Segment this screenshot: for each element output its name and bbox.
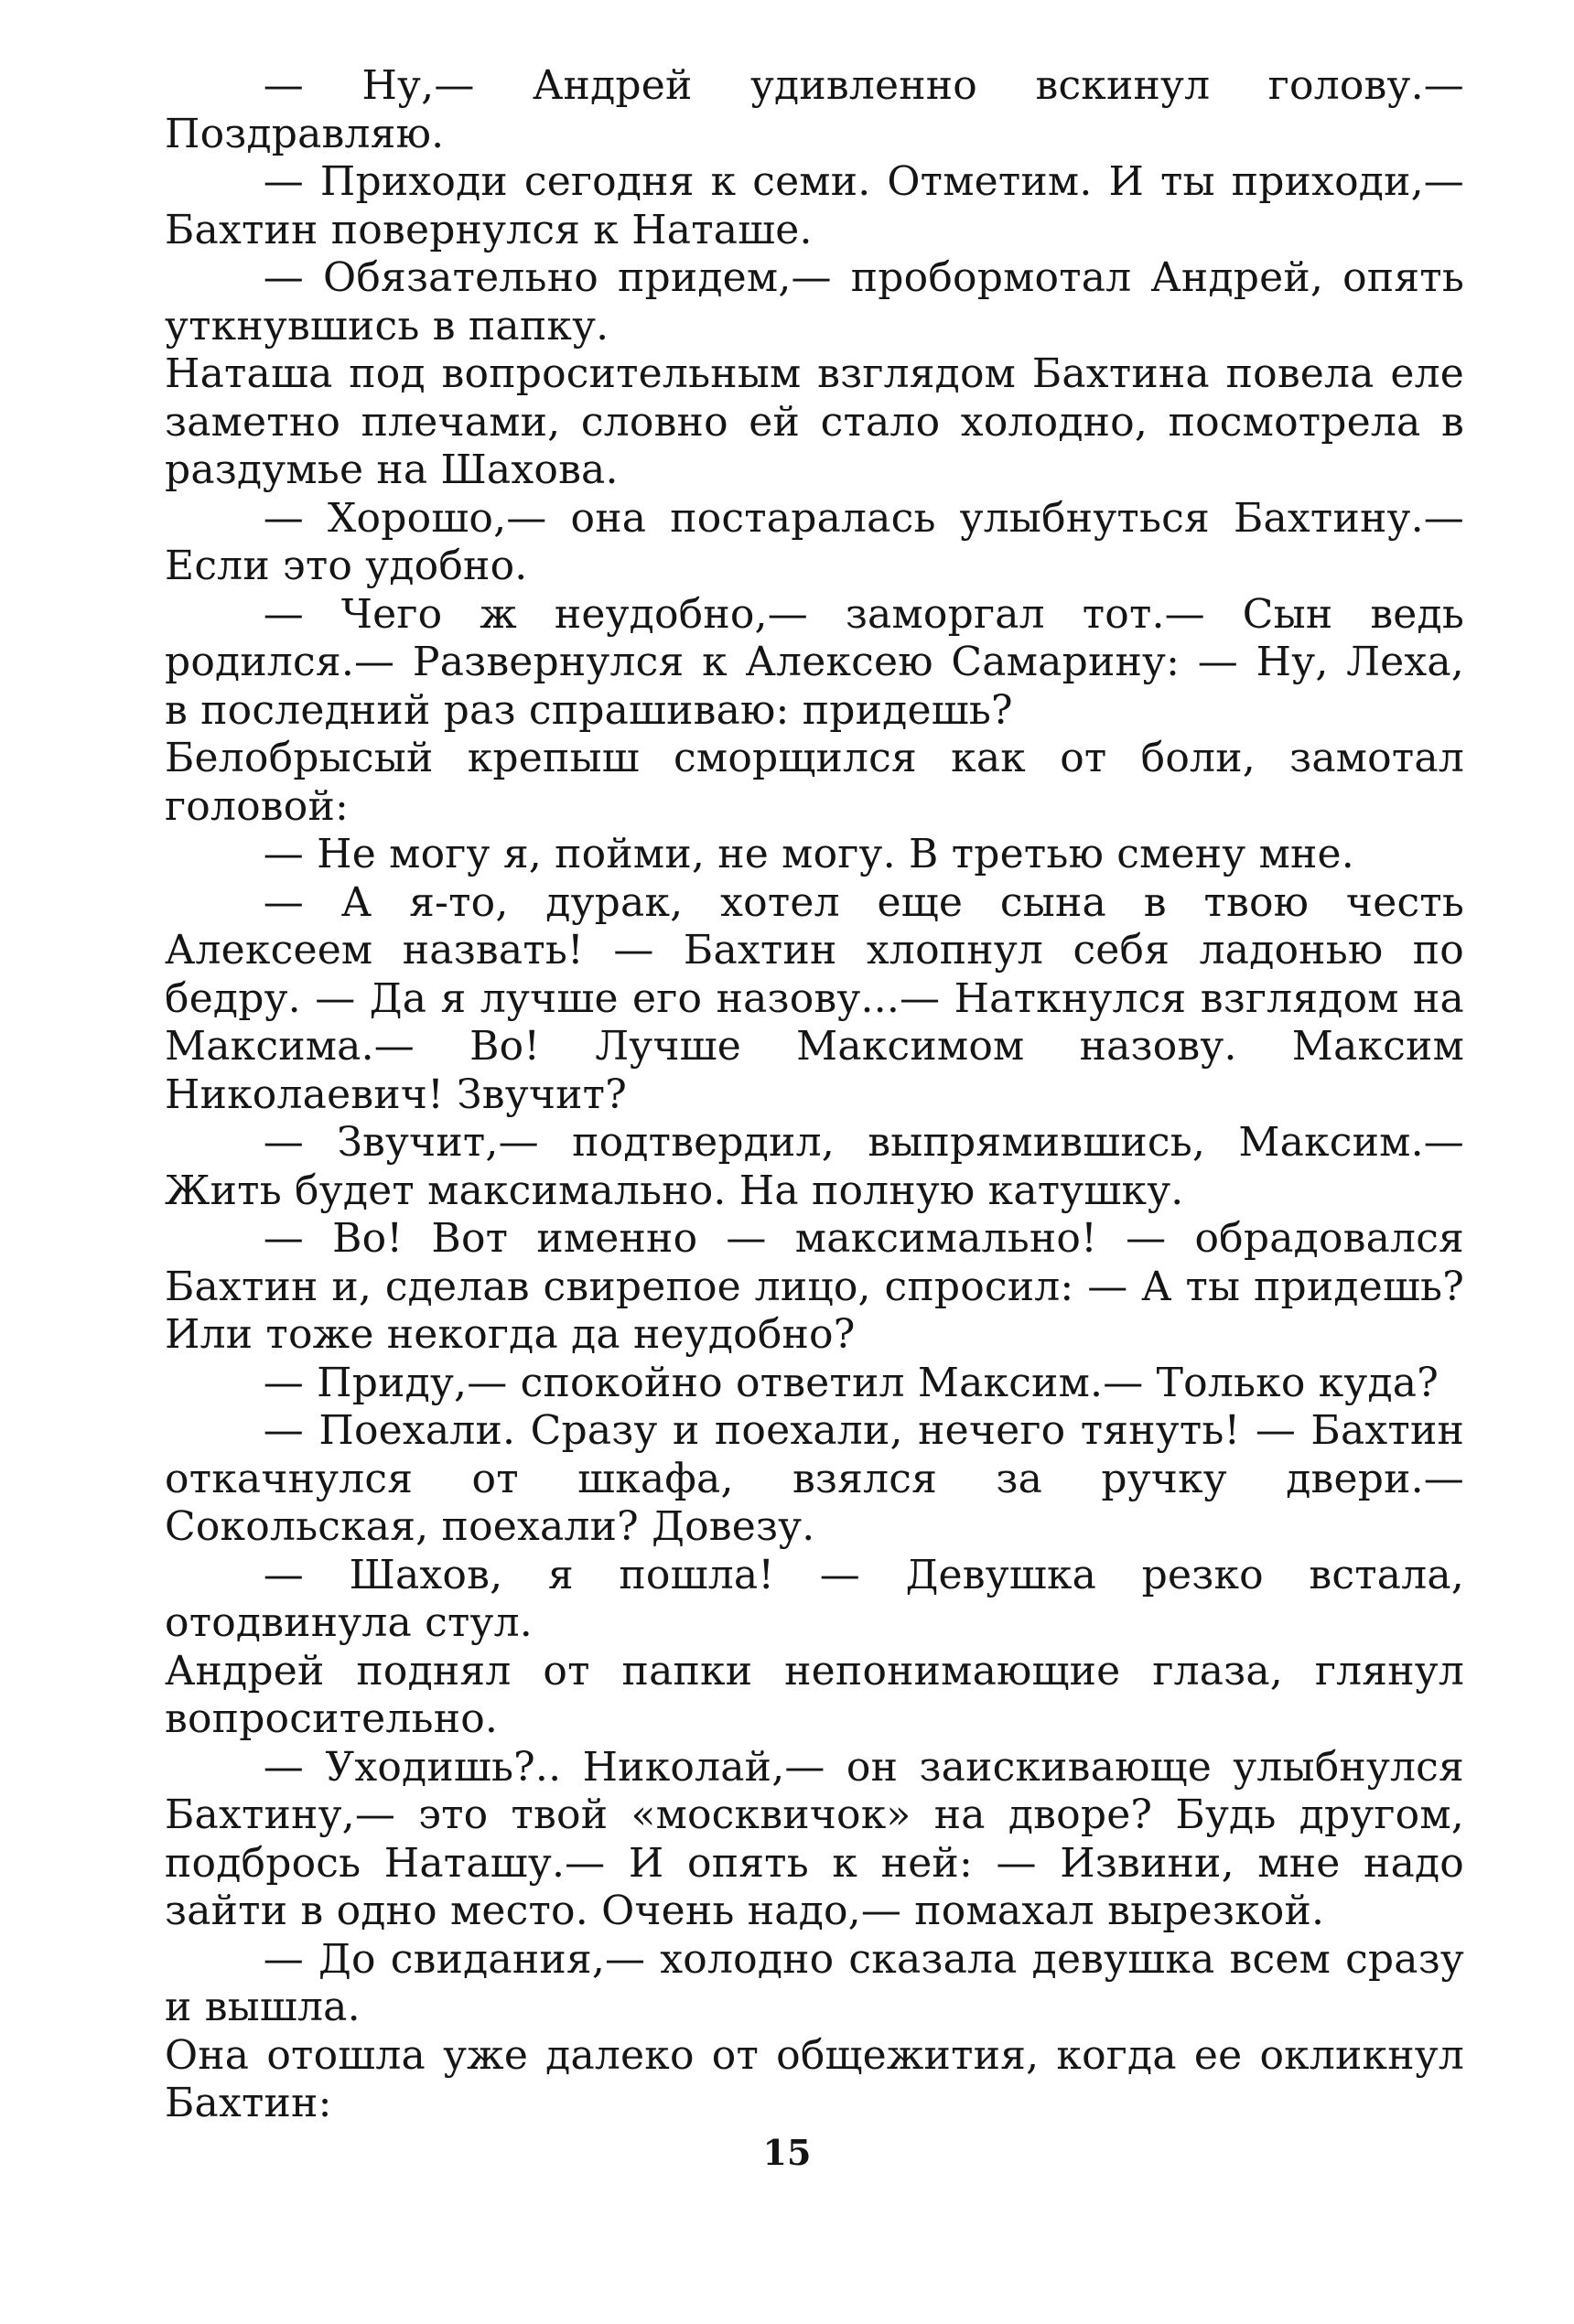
paragraph: Наташа под вопросительным взглядом Бахтина повела еле заметно плечами, словно ей стало холодно, посмотрела в раздумье на Шахова.: [165, 350, 1464, 493]
paragraph: — Приходи сегодня к семи. Отметим. И ты приходи,— Бахтин повернулся к Наташе.: [165, 158, 1464, 253]
paragraph: — Обязательно придем,— пробормотал Андрей, опять уткнувшись в папку.: [165, 254, 1464, 350]
paragraph: Белобрысый крепыш сморщился как от боли, замотал головой:: [165, 735, 1464, 830]
paragraph: — Во! Вот именно — максимально! — обрадовался Бахтин и, сделав свирепое лицо, спросил: — А ты придешь? Или тоже некогда да неудобно?: [165, 1215, 1464, 1358]
body-text: [165, 62, 1464, 2128]
paragraph: — Поехали. Сразу и поехали, нечего тянуть! — Бахтин откачнулся от шкафа, взялся за ручку двери.— Сокольская, поехали? Довезу.: [165, 1407, 1464, 1550]
paragraph: — Хорошо,— она постаралась улыбнуться Бахтину.— Если это удобно.: [165, 494, 1464, 589]
paragraph: — До свидания,— холодно сказала девушка всем сразу и вышла.: [165, 1935, 1464, 2030]
paragraph: — Ну,— Андрей удивленно вскинул голову.— Поздравляю.: [165, 62, 1464, 157]
paragraph: — Уходишь?.. Николай,— он заискивающе улыбнулся Бахтину,— это твой «москвичок» на дворе? Будь другом, подбрось Наташу.— И опять к ней: — Извини, мне надо зайти в одно место. Очень надо,— помахал вырезкой.: [165, 1743, 1464, 1934]
page-number: 15: [762, 2132, 812, 2173]
paragraph: Она отошла уже далеко от общежития, когда ее окликнул Бахтин:: [165, 2031, 1464, 2126]
paragraph: — А я-то, дурак, хотел еще сына в твою честь Алексеем назвать! — Бахтин хлопнул себя ладонью по бедру. — Да я лучше его назову...— Наткнулся взглядом на Максима.— Во! Лучше Максимом назову. Максим Николаевич! Звучит?: [165, 878, 1464, 1118]
paragraph: — Шахов, я пошла! — Девушка резко встала, отодвинула стул.: [165, 1551, 1464, 1646]
paragraph: — Звучит,— подтвердил, выпрямившись, Максим.— Жить будет максимально. На полную катушку.: [165, 1119, 1464, 1214]
paragraph: Андрей поднял от папки непонимающие глаза, глянул вопросительно.: [165, 1647, 1464, 1742]
paragraph: — Чего ж неудобно,— заморгал тот.— Сын ведь родился.— Развернулся к Алексею Самарину: — Ну, Леха, в последний раз спрашиваю: придешь?: [165, 590, 1464, 734]
paragraph: — Приду,— спокойно ответил Максим.— Только куда?: [263, 1359, 1439, 1406]
paragraph: — Не могу я, пойми, не могу. В третью смену мне.: [263, 831, 1354, 877]
